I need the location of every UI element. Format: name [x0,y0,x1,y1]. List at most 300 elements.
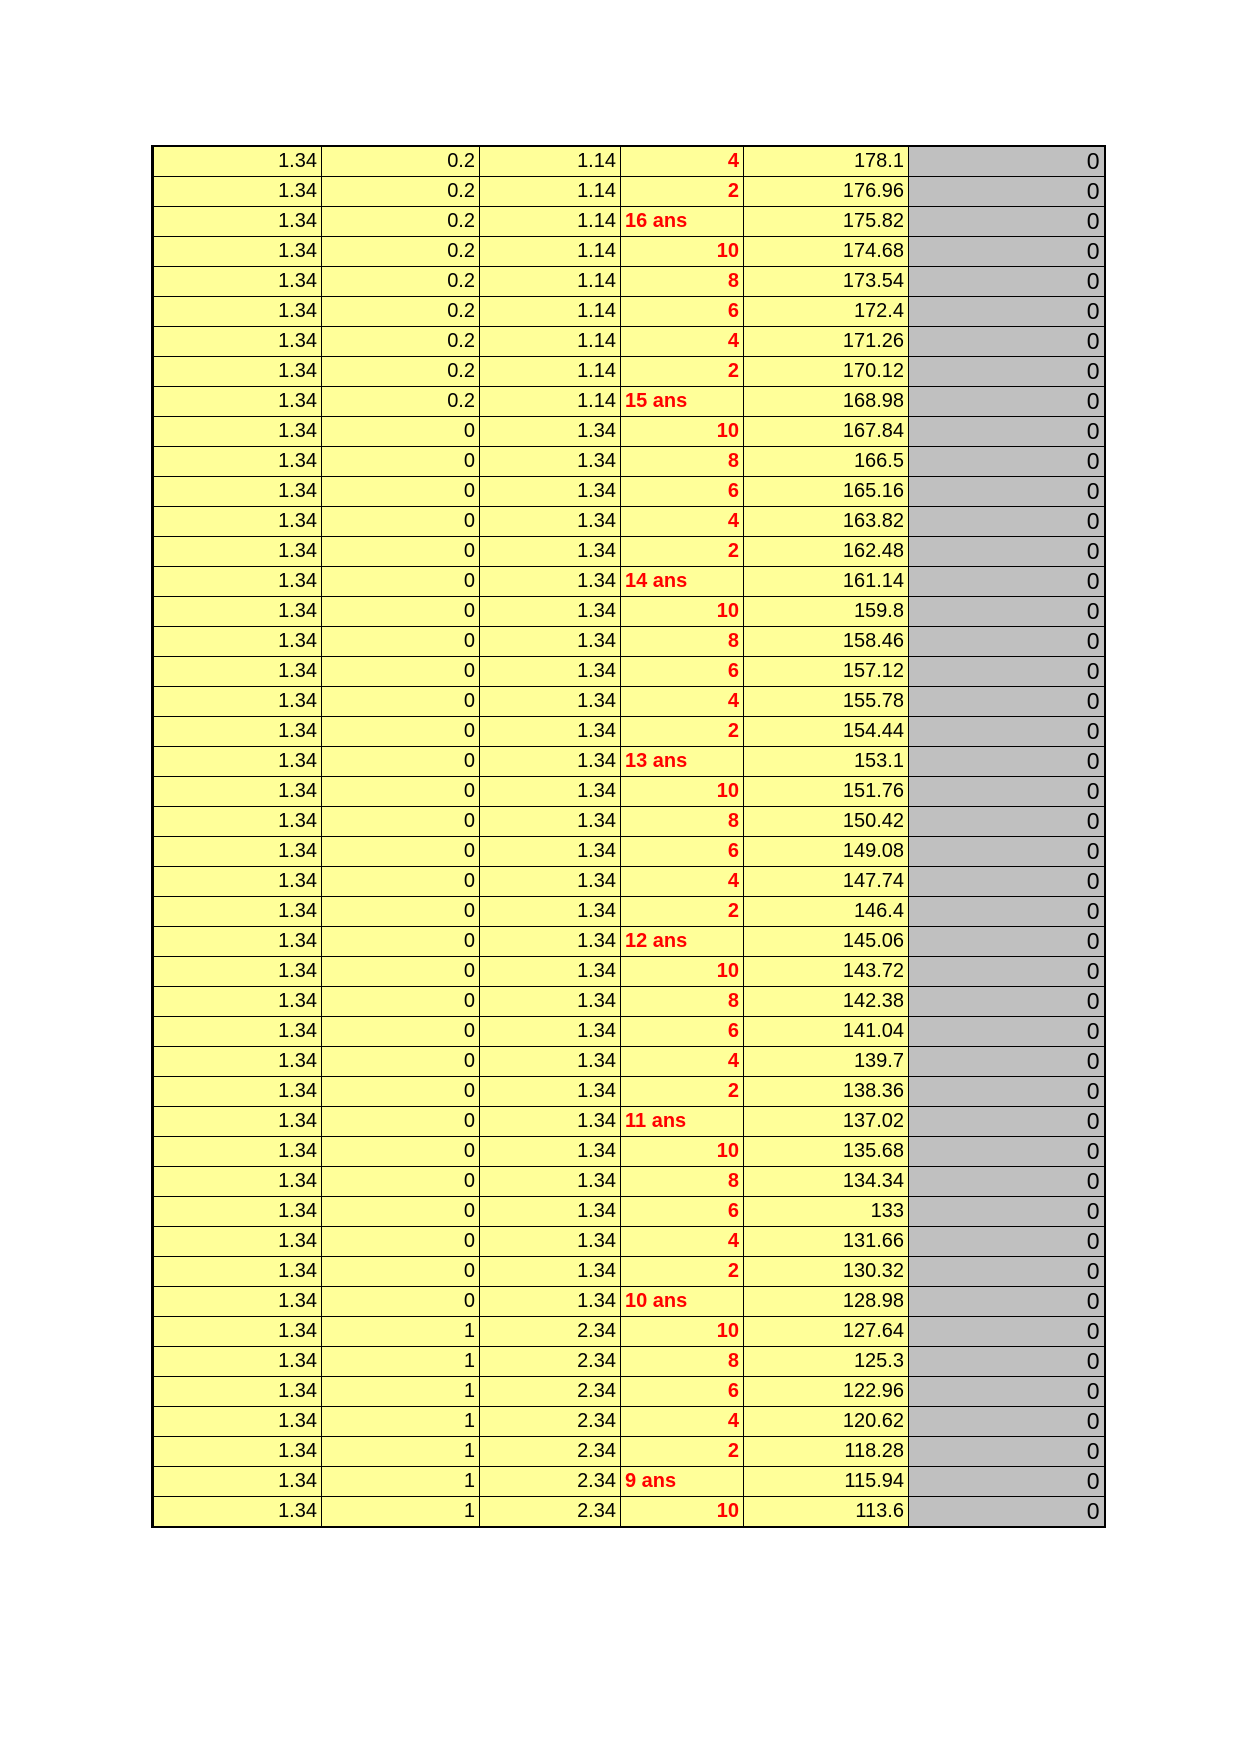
col-d-cell[interactable]: 2 [621,1437,744,1467]
col-d-cell[interactable]: 8 [621,1167,744,1197]
col-e-cell[interactable]: 138.36 [744,1077,909,1107]
col-c-cell[interactable]: 1.34 [480,867,621,897]
col-f-cell[interactable]: 0 [909,1317,1105,1347]
col-d-cell[interactable]: 10 [621,777,744,807]
col-e-cell[interactable]: 158.46 [744,627,909,657]
table-row [153,1377,1105,1407]
col-e-cell[interactable]: 120.62 [744,1407,909,1437]
table-row [153,1017,1105,1047]
table-row [153,837,1105,867]
col-c-cell[interactable]: 1.34 [480,1287,621,1317]
col-c-cell[interactable]: 2.34 [480,1347,621,1377]
col-b-cell[interactable]: 1 [322,1347,480,1377]
col-b-cell[interactable]: 0 [322,777,480,807]
col-f-cell[interactable]: 0 [909,1407,1105,1437]
col-b-cell[interactable]: 0 [322,1137,480,1167]
col-c-cell[interactable]: 1.34 [480,537,621,567]
col-f-cell[interactable]: 0 [909,597,1105,627]
col-e-cell[interactable]: 113.6 [744,1497,909,1528]
col-b-cell[interactable]: 0 [322,567,480,597]
col-c-cell[interactable]: 1.34 [480,477,621,507]
col-a-cell[interactable]: 1.34 [153,807,322,837]
col-f-cell[interactable]: 0 [909,146,1105,177]
col-d-cell[interactable]: 4 [621,1227,744,1257]
col-b-cell[interactable]: 0 [322,1017,480,1047]
col-c-cell[interactable]: 1.34 [480,777,621,807]
col-e-cell[interactable]: 175.82 [744,207,909,237]
col-c-cell[interactable]: 1.34 [480,717,621,747]
col-e-cell[interactable]: 125.3 [744,1347,909,1377]
col-f-cell[interactable]: 0 [909,897,1105,927]
col-b-cell[interactable]: 0.2 [322,327,480,357]
table-row [153,207,1105,237]
col-d-cell[interactable]: 16 ans [621,207,744,237]
col-b-cell[interactable]: 0.2 [322,357,480,387]
col-c-cell[interactable]: 1.34 [480,417,621,447]
col-a-cell[interactable]: 1.34 [153,1467,322,1497]
col-d-cell[interactable]: 6 [621,1197,744,1227]
col-f-cell[interactable]: 0 [909,837,1105,867]
col-f-cell[interactable]: 0 [909,1197,1105,1227]
col-f-cell[interactable]: 0 [909,327,1105,357]
col-e-cell[interactable]: 145.06 [744,927,909,957]
col-f-cell[interactable]: 0 [909,867,1105,897]
col-c-cell[interactable]: 1.34 [480,1137,621,1167]
table-row [153,146,1105,177]
col-c-cell[interactable]: 1.14 [480,267,621,297]
col-a-cell[interactable]: 1.34 [153,297,322,327]
col-a-cell[interactable]: 1.34 [153,1257,322,1287]
col-a-cell[interactable]: 1.34 [153,1407,322,1437]
table-row [153,1287,1105,1317]
col-a-cell[interactable]: 1.34 [153,597,322,627]
col-c-cell[interactable]: 1.34 [480,837,621,867]
table-row [153,447,1105,477]
col-e-cell[interactable]: 141.04 [744,1017,909,1047]
col-f-cell[interactable]: 0 [909,687,1105,717]
col-f-cell[interactable]: 0 [909,477,1105,507]
col-d-cell[interactable]: 13 ans [621,747,744,777]
col-f-cell[interactable]: 0 [909,387,1105,417]
col-b-cell[interactable]: 0 [322,417,480,447]
col-b-cell[interactable]: 0 [322,927,480,957]
col-f-cell[interactable]: 0 [909,1497,1105,1528]
col-d-cell[interactable]: 15 ans [621,387,744,417]
table-row [153,867,1105,897]
col-b-cell[interactable]: 0 [322,1257,480,1287]
col-d-cell[interactable]: 11 ans [621,1107,744,1137]
col-a-cell[interactable]: 1.34 [153,987,322,1017]
col-e-cell[interactable]: 130.32 [744,1257,909,1287]
table-row [153,1497,1105,1528]
col-c-cell[interactable]: 2.34 [480,1317,621,1347]
col-d-cell[interactable]: 6 [621,477,744,507]
col-b-cell[interactable]: 0 [322,717,480,747]
col-a-cell[interactable]: 1.34 [153,957,322,987]
col-c-cell[interactable]: 2.34 [480,1377,621,1407]
col-d-cell[interactable]: 6 [621,657,744,687]
col-b-cell[interactable]: 0 [322,687,480,717]
col-f-cell[interactable]: 0 [909,447,1105,477]
col-a-cell[interactable]: 1.34 [153,1377,322,1407]
col-b-cell[interactable]: 0.2 [322,237,480,267]
table-row [153,957,1105,987]
col-d-cell[interactable]: 10 [621,1317,744,1347]
col-d-cell[interactable]: 10 [621,957,744,987]
col-e-cell[interactable]: 162.48 [744,537,909,567]
col-c-cell[interactable]: 1.34 [480,627,621,657]
col-e-cell[interactable]: 176.96 [744,177,909,207]
col-f-cell[interactable]: 0 [909,1017,1105,1047]
col-d-cell[interactable]: 10 [621,1137,744,1167]
col-c-cell[interactable]: 1.34 [480,1197,621,1227]
col-a-cell[interactable]: 1.34 [153,1287,322,1317]
col-a-cell[interactable]: 1.34 [153,1137,322,1167]
col-a-cell[interactable]: 1.34 [153,146,322,177]
col-f-cell[interactable]: 0 [909,717,1105,747]
col-a-cell[interactable]: 1.34 [153,1167,322,1197]
col-b-cell[interactable]: 1 [322,1437,480,1467]
col-d-cell[interactable]: 8 [621,267,744,297]
col-e-cell[interactable]: 161.14 [744,567,909,597]
col-f-cell[interactable]: 0 [909,207,1105,237]
col-e-cell[interactable]: 165.16 [744,477,909,507]
col-b-cell[interactable]: 1 [322,1407,480,1437]
col-f-cell[interactable]: 0 [909,1287,1105,1317]
col-d-cell[interactable]: 4 [621,1047,744,1077]
col-e-cell[interactable]: 143.72 [744,957,909,987]
col-e-cell[interactable]: 157.12 [744,657,909,687]
col-f-cell[interactable]: 0 [909,567,1105,597]
table-body [153,146,1105,1527]
col-c-cell[interactable]: 1.34 [480,1107,621,1137]
col-b-cell[interactable]: 0 [322,837,480,867]
col-b-cell[interactable]: 0 [322,807,480,837]
col-e-cell[interactable]: 122.96 [744,1377,909,1407]
col-d-cell[interactable]: 6 [621,1017,744,1047]
col-c-cell[interactable]: 1.14 [480,327,621,357]
col-f-cell[interactable]: 0 [909,1467,1105,1497]
col-c-cell[interactable]: 1.14 [480,387,621,417]
col-e-cell[interactable]: 131.66 [744,1227,909,1257]
col-d-cell[interactable]: 9 ans [621,1467,744,1497]
col-c-cell[interactable]: 1.34 [480,1017,621,1047]
table-row [153,1467,1105,1497]
col-f-cell[interactable]: 0 [909,1107,1105,1137]
col-b-cell[interactable]: 0 [322,897,480,927]
col-f-cell[interactable]: 0 [909,1227,1105,1257]
col-e-cell[interactable]: 167.84 [744,417,909,447]
col-e-cell[interactable]: 173.54 [744,267,909,297]
col-b-cell[interactable]: 0 [322,447,480,477]
col-c-cell[interactable]: 1.34 [480,597,621,627]
col-b-cell[interactable]: 1 [322,1497,480,1528]
col-f-cell[interactable]: 0 [909,957,1105,987]
col-d-cell[interactable]: 10 [621,237,744,267]
col-a-cell[interactable]: 1.34 [153,777,322,807]
col-a-cell[interactable]: 1.34 [153,237,322,267]
col-c-cell[interactable]: 1.34 [480,687,621,717]
col-a-cell[interactable]: 1.34 [153,207,322,237]
col-b-cell[interactable]: 0 [322,597,480,627]
col-f-cell[interactable]: 0 [909,987,1105,1017]
col-b-cell[interactable]: 0 [322,1167,480,1197]
col-a-cell[interactable]: 1.34 [153,1497,322,1528]
col-b-cell[interactable]: 0 [322,957,480,987]
col-d-cell[interactable]: 8 [621,807,744,837]
col-c-cell[interactable]: 1.34 [480,567,621,597]
col-a-cell[interactable]: 1.34 [153,177,322,207]
col-e-cell[interactable]: 128.98 [744,1287,909,1317]
col-d-cell[interactable]: 10 ans [621,1287,744,1317]
col-c-cell[interactable]: 1.14 [480,146,621,177]
col-a-cell[interactable]: 1.34 [153,1047,322,1077]
col-b-cell[interactable]: 0 [322,747,480,777]
col-a-cell[interactable]: 1.34 [153,327,322,357]
table-row [153,1437,1105,1467]
col-b-cell[interactable]: 0.2 [322,146,480,177]
col-a-cell[interactable]: 1.34 [153,1197,322,1227]
col-a-cell[interactable]: 1.34 [153,837,322,867]
col-d-cell[interactable]: 4 [621,507,744,537]
col-b-cell[interactable]: 0 [322,1227,480,1257]
col-c-cell[interactable]: 1.34 [480,1227,621,1257]
col-f-cell[interactable]: 0 [909,417,1105,447]
col-a-cell[interactable]: 1.34 [153,537,322,567]
table-row [153,1347,1105,1377]
col-c-cell[interactable]: 1.34 [480,927,621,957]
col-d-cell[interactable]: 4 [621,146,744,177]
col-a-cell[interactable]: 1.34 [153,417,322,447]
col-a-cell[interactable]: 1.34 [153,927,322,957]
col-b-cell[interactable]: 0 [322,1197,480,1227]
col-c-cell[interactable]: 2.34 [480,1497,621,1528]
col-f-cell[interactable]: 0 [909,237,1105,267]
col-d-cell[interactable]: 10 [621,597,744,627]
col-f-cell[interactable]: 0 [909,177,1105,207]
col-e-cell[interactable]: 150.42 [744,807,909,837]
col-d-cell[interactable]: 2 [621,897,744,927]
col-e-cell[interactable]: 178.1 [744,146,909,177]
col-f-cell[interactable]: 0 [909,1437,1105,1467]
col-a-cell[interactable]: 1.34 [153,627,322,657]
col-b-cell[interactable]: 0 [322,1287,480,1317]
col-a-cell[interactable]: 1.34 [153,1347,322,1377]
col-e-cell[interactable]: 170.12 [744,357,909,387]
table-row [153,1197,1105,1227]
col-d-cell[interactable]: 2 [621,177,744,207]
col-d-cell[interactable]: 2 [621,537,744,567]
col-b-cell[interactable]: 1 [322,1377,480,1407]
col-c-cell[interactable]: 1.34 [480,987,621,1017]
col-a-cell[interactable]: 1.34 [153,1317,322,1347]
col-c-cell[interactable]: 2.34 [480,1467,621,1497]
col-f-cell[interactable]: 0 [909,777,1105,807]
col-c-cell[interactable]: 1.34 [480,1047,621,1077]
col-b-cell[interactable]: 0 [322,867,480,897]
col-c-cell[interactable]: 1.14 [480,297,621,327]
col-d-cell[interactable]: 2 [621,357,744,387]
col-e-cell[interactable]: 171.26 [744,327,909,357]
col-d-cell[interactable]: 6 [621,837,744,867]
table-row [153,807,1105,837]
col-b-cell[interactable]: 0.2 [322,297,480,327]
col-d-cell[interactable]: 8 [621,1347,744,1377]
col-b-cell[interactable]: 0.2 [322,387,480,417]
col-a-cell[interactable]: 1.34 [153,867,322,897]
col-d-cell[interactable]: 6 [621,297,744,327]
col-c-cell[interactable]: 2.34 [480,1437,621,1467]
col-a-cell[interactable]: 1.34 [153,657,322,687]
col-b-cell[interactable]: 0.2 [322,177,480,207]
col-f-cell[interactable]: 0 [909,1077,1105,1107]
col-c-cell[interactable]: 1.14 [480,207,621,237]
col-f-cell[interactable]: 0 [909,267,1105,297]
table-row [153,1077,1105,1107]
col-b-cell[interactable]: 0 [322,1077,480,1107]
col-a-cell[interactable]: 1.34 [153,747,322,777]
col-e-cell[interactable]: 153.1 [744,747,909,777]
col-c-cell[interactable]: 1.34 [480,897,621,927]
col-c-cell[interactable]: 1.14 [480,177,621,207]
col-a-cell[interactable]: 1.34 [153,897,322,927]
col-b-cell[interactable]: 0 [322,477,480,507]
col-f-cell[interactable]: 0 [909,747,1105,777]
col-e-cell[interactable]: 159.8 [744,597,909,627]
col-e-cell[interactable]: 174.68 [744,237,909,267]
col-a-cell[interactable]: 1.34 [153,387,322,417]
col-a-cell[interactable]: 1.34 [153,717,322,747]
col-c-cell[interactable]: 1.34 [480,1077,621,1107]
col-a-cell[interactable]: 1.34 [153,567,322,597]
col-d-cell[interactable]: 12 ans [621,927,744,957]
col-d-cell[interactable]: 8 [621,627,744,657]
col-e-cell[interactable]: 135.68 [744,1137,909,1167]
col-d-cell[interactable]: 2 [621,717,744,747]
col-b-cell[interactable]: 0 [322,987,480,1017]
col-f-cell[interactable]: 0 [909,807,1105,837]
col-a-cell[interactable]: 1.34 [153,687,322,717]
col-f-cell[interactable]: 0 [909,1047,1105,1077]
col-d-cell[interactable]: 6 [621,1377,744,1407]
col-d-cell[interactable]: 4 [621,867,744,897]
col-e-cell[interactable]: 151.76 [744,777,909,807]
col-e-cell[interactable]: 172.4 [744,297,909,327]
col-d-cell[interactable]: 2 [621,1257,744,1287]
col-a-cell[interactable]: 1.34 [153,1227,322,1257]
col-f-cell[interactable]: 0 [909,1257,1105,1287]
col-d-cell[interactable]: 2 [621,1077,744,1107]
col-e-cell[interactable]: 142.38 [744,987,909,1017]
col-d-cell[interactable]: 8 [621,447,744,477]
col-e-cell[interactable]: 149.08 [744,837,909,867]
col-e-cell[interactable]: 168.98 [744,387,909,417]
table-row [153,1257,1105,1287]
col-b-cell[interactable]: 1 [322,1317,480,1347]
col-c-cell[interactable]: 1.34 [480,507,621,537]
col-a-cell[interactable]: 1.34 [153,477,322,507]
col-b-cell[interactable]: 0.2 [322,207,480,237]
col-b-cell[interactable]: 0 [322,657,480,687]
col-c-cell[interactable]: 1.14 [480,357,621,387]
table-row [153,1107,1105,1137]
col-e-cell[interactable]: 137.02 [744,1107,909,1137]
col-d-cell[interactable]: 10 [621,1497,744,1528]
col-f-cell[interactable]: 0 [909,927,1105,957]
col-a-cell[interactable]: 1.34 [153,1437,322,1467]
col-c-cell[interactable]: 2.34 [480,1407,621,1437]
col-f-cell[interactable]: 0 [909,1347,1105,1377]
col-b-cell[interactable]: 0 [322,537,480,567]
col-b-cell[interactable]: 0 [322,1107,480,1137]
col-e-cell[interactable]: 154.44 [744,717,909,747]
col-e-cell[interactable]: 147.74 [744,867,909,897]
col-a-cell[interactable]: 1.34 [153,447,322,477]
col-d-cell[interactable]: 4 [621,1407,744,1437]
col-e-cell[interactable]: 146.4 [744,897,909,927]
col-f-cell[interactable]: 0 [909,657,1105,687]
col-a-cell[interactable]: 1.34 [153,357,322,387]
col-e-cell[interactable]: 155.78 [744,687,909,717]
col-f-cell[interactable]: 0 [909,1377,1105,1407]
col-f-cell[interactable]: 0 [909,1167,1105,1197]
col-c-cell[interactable]: 1.14 [480,237,621,267]
col-b-cell[interactable]: 0.2 [322,267,480,297]
col-f-cell[interactable]: 0 [909,537,1105,567]
col-d-cell[interactable]: 14 ans [621,567,744,597]
col-c-cell[interactable]: 1.34 [480,807,621,837]
col-d-cell[interactable]: 8 [621,987,744,1017]
col-b-cell[interactable]: 0 [322,1047,480,1077]
col-f-cell[interactable]: 0 [909,627,1105,657]
col-e-cell[interactable]: 166.5 [744,447,909,477]
col-e-cell[interactable]: 163.82 [744,507,909,537]
table-row [153,177,1105,207]
col-e-cell[interactable]: 118.28 [744,1437,909,1467]
col-a-cell[interactable]: 1.34 [153,267,322,297]
col-c-cell[interactable]: 1.34 [480,957,621,987]
col-e-cell[interactable]: 133 [744,1197,909,1227]
col-c-cell[interactable]: 1.34 [480,1257,621,1287]
col-e-cell[interactable]: 127.64 [744,1317,909,1347]
col-a-cell[interactable]: 1.34 [153,1017,322,1047]
col-a-cell[interactable]: 1.34 [153,1077,322,1107]
col-e-cell[interactable]: 115.94 [744,1467,909,1497]
table-row [153,537,1105,567]
col-a-cell[interactable]: 1.34 [153,1107,322,1137]
col-d-cell[interactable]: 4 [621,327,744,357]
col-c-cell[interactable]: 1.34 [480,447,621,477]
col-d-cell[interactable]: 10 [621,417,744,447]
col-d-cell[interactable]: 4 [621,687,744,717]
table-row [153,327,1105,357]
table-row [153,717,1105,747]
col-c-cell[interactable]: 1.34 [480,657,621,687]
table-row [153,897,1105,927]
col-f-cell[interactable]: 0 [909,357,1105,387]
col-e-cell[interactable]: 134.34 [744,1167,909,1197]
col-b-cell[interactable]: 0 [322,627,480,657]
col-e-cell[interactable]: 139.7 [744,1047,909,1077]
col-f-cell[interactable]: 0 [909,1137,1105,1167]
col-f-cell[interactable]: 0 [909,297,1105,327]
col-f-cell[interactable]: 0 [909,507,1105,537]
col-c-cell[interactable]: 1.34 [480,747,621,777]
col-b-cell[interactable]: 1 [322,1467,480,1497]
col-c-cell[interactable]: 1.34 [480,1167,621,1197]
col-a-cell[interactable]: 1.34 [153,507,322,537]
col-b-cell[interactable]: 0 [322,507,480,537]
